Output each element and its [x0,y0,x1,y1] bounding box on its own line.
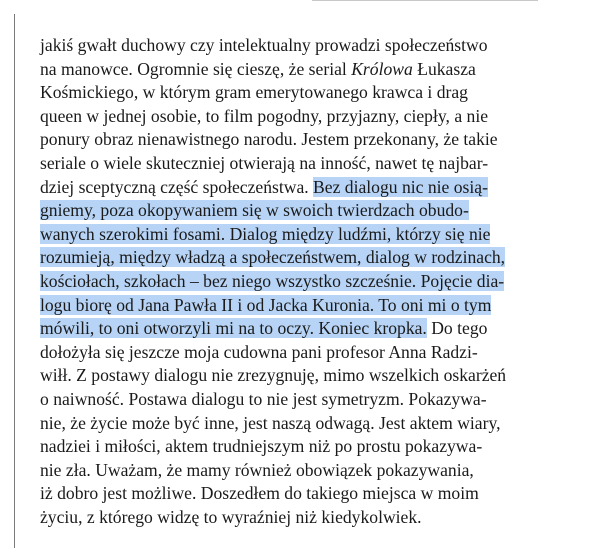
text-line [40,223,560,247]
text-segment: dołożyła się jeszcze moja cudowna pani profesor Anna Radzi- [40,341,478,362]
text-line [40,482,560,506]
text-line [40,199,560,223]
highlighted-text[interactable]: wanych szerokimi fosami. Dialog między ludźmi, którzy się nie [40,223,491,244]
text-line [40,412,560,436]
text-segment: Do tego [426,318,488,339]
italic-title: Królowa [351,58,413,79]
text-line [40,459,560,483]
text-segment: Łukasza [412,58,476,79]
text-segment: życiu, z którego widzę to wyraźniej niż kiedykolwiek. [40,506,422,527]
text-line [40,294,560,318]
text-line [40,128,560,152]
highlighted-text[interactable]: gniemy, poza okopywaniem się w swoich twierdzach obudo- [40,200,469,221]
body-text [40,34,560,529]
margin-rule [14,14,15,548]
text-segment: na manowce. Ogromnie się cieszę, że serial [40,58,352,79]
text-segment: queen w jednej osobie, to film pogodny, przyjazny, ciepły, a nie [40,105,489,126]
text-segment: o naiwność. Postawa dialogu to nie jest symetryzm. Pokazywa- [40,388,487,409]
text-line [40,317,560,341]
text-segment: iż dobro jest możliwe. Doszedłem do takiego miejsca w moim [40,483,479,504]
text-line [40,341,560,365]
text-line [40,388,560,412]
highlighted-text[interactable]: logu biorę od Jana Pawła II i od Jacka Kuronia. To oni mi o tym [40,294,492,315]
text-segment: nadziei i miłości, aktem trudniejszym niż po prostu pokazywa- [40,436,483,457]
text-line [40,270,560,294]
text-line [40,506,560,530]
text-line [40,58,560,82]
text-segment: jakiś gwałt duchowy czy intelektualny prowadzi społeczeństwo [40,35,488,55]
text-segment: nie zła. Uważam, że mamy również obowiązek pokazywania, [40,459,474,480]
highlighted-text[interactable]: kościołach, szkołach – bez niego wszystko szcześnie. Pojęcie dia- [40,270,505,291]
text-segment: Kośmickiego, w którym gram emerytowanego krawca i drag [40,82,468,103]
text-line [40,435,560,459]
text-line [40,176,560,200]
text-segment: ponury obraz nienawistnego narodu. Jestem przekonany, że takie [40,129,498,150]
text-segment: wiłł. Z postawy dialogu nie zrezygnuję, mimo wszelkich oskarżeń [40,365,507,386]
text-segment: nie, że życie może być inne, jest naszą odwagą. Jest aktem wiary, [40,412,501,433]
text-line [40,34,560,58]
highlighted-text[interactable]: rozumieją, między władzą a społeczeństwem, dialog w rodzinach, [40,247,506,268]
top-rule [312,0,538,1]
highlighted-text[interactable]: mówili, to oni otworzyli mi na to oczy. Koniec kropka. [40,318,427,339]
text-line [40,246,560,270]
text-segment: seriale o wiele skuteczniej otwierają na inność, nawet tę najbar- [40,152,489,173]
text-line [40,152,560,176]
text-segment: dziej sceptyczną część społeczeństwa. [40,176,314,197]
text-line [40,364,560,388]
text-line [40,105,560,129]
text-line [40,81,560,105]
highlighted-text[interactable]: Bez dialogu nic nie osią- [313,176,488,197]
